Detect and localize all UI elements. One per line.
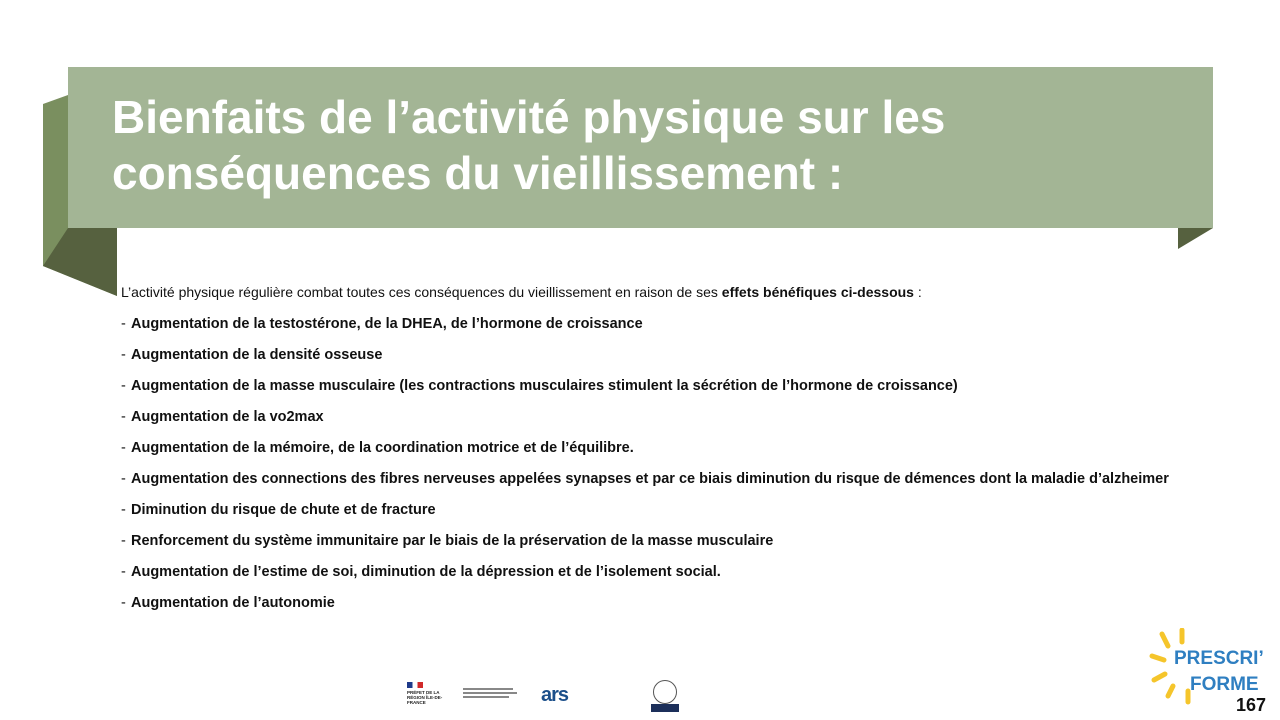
slide-title xyxy=(112,89,945,201)
title-banner xyxy=(68,67,1213,228)
seal-icon xyxy=(653,680,677,704)
list-item: - Augmentation de la mémoire, de la coordination motrice et de l’équilibre. xyxy=(121,440,634,456)
partner-logos xyxy=(403,678,693,716)
ars-logo xyxy=(541,684,568,707)
list-item: - Augmentation de l’estime de soi, diminution de la dépression et de l’isolement social. xyxy=(121,564,721,580)
prefet-logo xyxy=(403,682,453,714)
intro-bold: effets bénéfiques ci-dessous xyxy=(721,284,914,300)
list-item: - Augmentation des connections des fibres nerveuses appelées synapses et par ce biais diminution du risque de démences dont la maladie d’alzheimer xyxy=(121,471,1169,487)
text-lines-icon xyxy=(463,688,519,704)
list-item: - Augmentation de l’autonomie xyxy=(121,595,335,611)
intro-text: L’activité physique régulière combat toutes ces conséquences du vieillissement en raison de ses xyxy=(121,284,722,300)
page-number: 167 xyxy=(1235,695,1266,715)
list-item: - Augmentation de la masse musculaire (les contractions musculaires stimulent la sécrétion de l’hormone de croissance) xyxy=(121,378,958,394)
title-line-2: conséquences du vieillissement : xyxy=(112,147,844,199)
slide-body xyxy=(121,283,1191,625)
intro-end: : xyxy=(913,284,922,300)
prefet-logo-text: PRÉFET DE LA RÉGION ÎLE-DE-FRANCE xyxy=(407,690,443,705)
prescriforme-line-1: PRESCRI’ xyxy=(1174,648,1264,669)
ars-logo-text: ars xyxy=(541,684,569,706)
list-item: - Augmentation de la densité osseuse xyxy=(121,347,383,363)
intro-paragraph xyxy=(121,283,1191,301)
list-item: - Augmentation de la vo2max xyxy=(121,409,324,425)
list-item: - Diminution du risque de chute et de fracture xyxy=(121,502,436,518)
prescriforme-line-2: FORME xyxy=(1190,674,1259,695)
title-line-1: Bienfaits de l’activité physique sur les xyxy=(112,91,946,143)
french-flag-icon xyxy=(407,682,423,688)
benefits-list xyxy=(121,315,1191,612)
list-item: - Augmentation de la testostérone, de la DHEA, de l’hormone de croissance xyxy=(121,316,643,332)
direction-regionale-logo xyxy=(463,688,523,705)
seal-banner xyxy=(651,704,679,712)
list-item: - Renforcement du système immunitaire par le biais de la préservation de la masse musculaire xyxy=(121,533,774,549)
